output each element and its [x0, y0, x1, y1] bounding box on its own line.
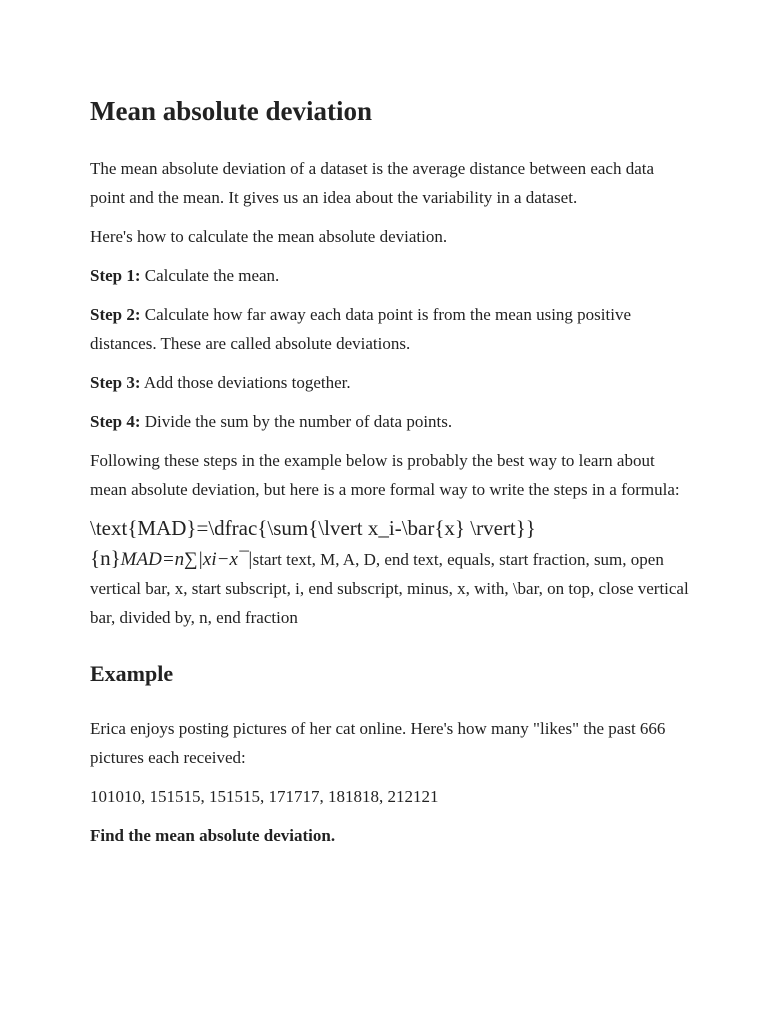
step-2: [90, 300, 690, 358]
step-1: [90, 261, 690, 290]
question: Find the mean absolute deviation.: [90, 826, 336, 845]
intro-paragraph: The mean absolute deviation of a dataset is the average distance between each data point and the mean. It gives us an idea about the variability in a dataset.: [90, 159, 655, 207]
formal-paragraph: Following these steps in the example below is probably the best way to learn about mean absolute deviation, but here is a more formal way to write the steps in a formula:: [90, 451, 680, 499]
article: [90, 94, 690, 860]
formula-latex-line1: \text{MAD}=\dfrac{\sum{\lvert x_i-\bar{x} \rvert}}: [90, 516, 536, 540]
page-title: Mean absolute deviation: [90, 96, 373, 126]
step-text: Calculate the mean.: [140, 266, 280, 285]
step-text: Divide the sum by the number of data points.: [140, 412, 453, 431]
step-label: Step 3:: [90, 373, 141, 392]
step-4: [90, 407, 690, 436]
step-label: Step 2:: [90, 305, 141, 324]
example-heading: Example: [90, 661, 174, 686]
formula-spoken: start text, M, A, D, end text, equals, start fraction, sum, open vertical bar, x, start subscript, i, end subscript, minus, x, with, \bar, on top, close vertical bar, divided by, n, end fraction: [90, 550, 689, 627]
formula-latex-line2: {n}: [90, 546, 121, 570]
step-label: Step 4:: [90, 412, 141, 431]
formula-rendered: MAD=n∑|xi−x¯|: [120, 549, 253, 570]
step-label: Step 1:: [90, 266, 141, 285]
how-to-paragraph: Here's how to calculate the mean absolute deviation.: [90, 227, 448, 246]
data-values: 101010, 151515, 151515, 171717, 181818, 212121: [90, 787, 439, 806]
step-text: Add those deviations together.: [140, 373, 351, 392]
step-3: [90, 368, 690, 397]
step-text: Calculate how far away each data point is from the mean using positive distances. These are called absolute deviations.: [90, 305, 632, 353]
formula-block: [90, 514, 690, 632]
example-paragraph: Erica enjoys posting pictures of her cat online. Here's how many "likes" the past 666 pictures each received:: [90, 719, 666, 767]
